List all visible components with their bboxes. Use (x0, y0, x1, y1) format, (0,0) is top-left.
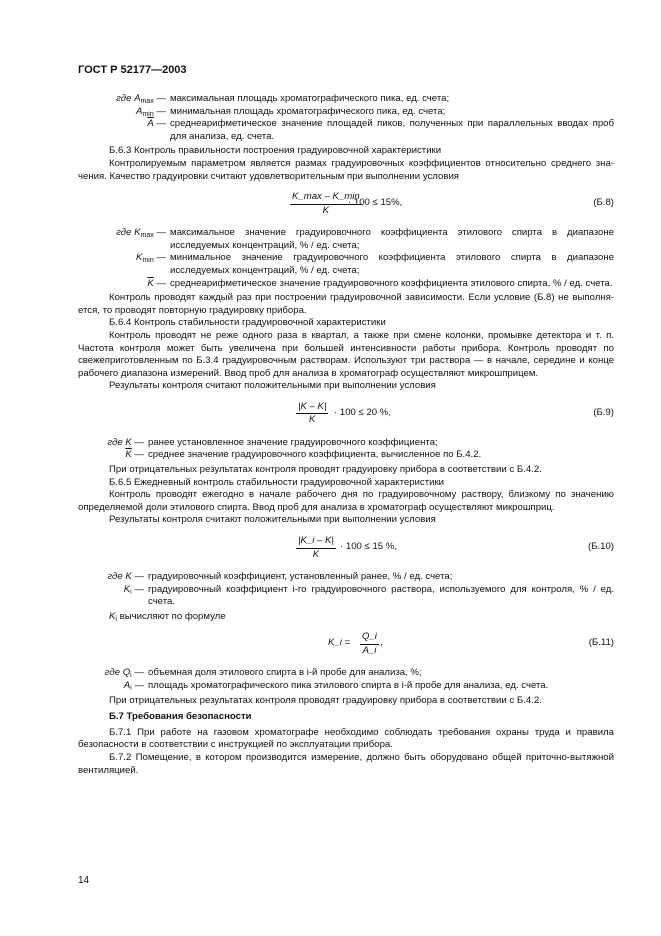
formula-denominator: K (312, 548, 320, 560)
formula-rest: · 100 ≤ 20 %, (334, 406, 391, 418)
formula-b11 (78, 627, 614, 663)
formula-b9 (78, 397, 614, 433)
definition-row: где K — градуировочный коэффициент, установленный ранее, % / ед. счета; (107, 571, 453, 583)
paragraph: Контроль проводят не реже одного раза в квартал, а также при смене колонки, промывке детектора и т. п. Частота контроля может быть увеличена при большей интенсивности работы прибора. Контроль проводят по свежеприготовленным по Б.3.4 градуировочным растворам. Используют три раствора — в начале, середине и конце рабочего диапазона измерений. Ввод проб для анализа в хроматограф осуществляют микрошприцем. (78, 329, 614, 379)
section-title-b65: Б.6.5 Ежедневный контроль стабильности градуировочной характеристики (109, 476, 445, 488)
formula-lhs: K_i = (328, 637, 351, 649)
paragraph: Б.7.1 При работе на газовом хроматографе необходимо соблюдать требования охраны труда и правила безопасности в соответствии с инструкцией по эксплуатации прибора. (78, 726, 614, 751)
paragraph: Результаты контроля считают положительными при выполнении условия (109, 380, 436, 392)
paragraph: Б.7.2 Помещение, в котором производится измерение, должно быть оборудовано общей приточно-вытяжной вентиляцией. (78, 751, 614, 776)
paragraph: Результаты контроля считают положительными при выполнении условия (109, 514, 436, 526)
definitions-11 (78, 667, 614, 692)
formula-b8 (78, 187, 614, 223)
formula-number: (Б.8) (593, 197, 614, 209)
formula-denominator: K (322, 204, 330, 216)
formula-b10 (78, 531, 614, 567)
formula-number: (Б.11) (588, 637, 614, 649)
formula-rest: · 100 ≤ 15 %, (340, 541, 397, 553)
paragraph: Контролируемым параметром является размах градуировочных коэффициентов относительно среднего зна-чения. Качество градуировки считают удовлетворительным при выполнении условия (78, 157, 614, 182)
formula-number: (Б.10) (587, 541, 614, 553)
paragraph: Контроль проводят ежегодно в начале рабочего дня по градуировочному раствору, близкому по значению определяемой доли этилового спирта. Ввод проб для анализа в хроматограф осуществляют микрошприц. (78, 489, 614, 513)
section-title-b7: Б.7 Требования безопасности (109, 711, 252, 723)
definition-row: $K_{min}$ — минимальное значение градуировочного коэффициента этилового спирта в диапазоне исследуемых концентраций, % / ед. счета; (136, 252, 614, 276)
page-number: 14 (78, 875, 90, 886)
definition-row: где $K_{max}$ — максимальное значение градуировочного коэффициента этилового спирта в диапазоне исследуемых концентраций, % / ед. счета; (116, 227, 614, 251)
definition-row: где $Q_i$ — объемная доля этилового спирта в i-й пробе для анализа, %; (104, 667, 422, 680)
formula-number: (Б.9) (593, 406, 614, 418)
definition-row: $K_i$ — градуировочный коэффициент i-го градуировочного раствора, используемого для контроля, % / ед. счета. (123, 583, 614, 608)
definitions-k (78, 227, 614, 290)
document-body (78, 93, 614, 777)
formula-numerator: |K_i – K| (298, 535, 334, 547)
paragraph: При отрицательных результатах контроля проводят градуировку прибора в соответствии с Б.4.2. (109, 694, 542, 706)
paragraph: $K_i$ вычисляют по формуле (109, 610, 226, 623)
formula-numerator: Q_i (362, 631, 377, 643)
definition-row: $\overline{K}$ — среднее значение градуировочного коэффициента, вычисленное по Б.4.2. (125, 449, 482, 461)
definition-row: где K — ранее установленное значение градуировочного коэффициента; (107, 436, 438, 448)
section-title-b63: Б.6.3 Контроль правильности построения градуировочной характеристики (109, 145, 442, 157)
formula-rest: · 100 ≤ 15%, (348, 197, 403, 209)
formula-denominator: A_i (362, 645, 377, 656)
definitions-9 (78, 437, 614, 462)
definitions-10 (78, 571, 614, 609)
definition-row: где $A_{max}$ — максимальная площадь хроматографического пика, ед. счета; (116, 93, 450, 105)
paragraph: Контроль проводят каждый раз при построении градуировочной зависимости. Если условие (Б.8) не выполня-ется, то проводят повторную градуировку прибора. (78, 292, 614, 316)
definitions-a (78, 93, 614, 143)
definition-row: $A_{min}$ — минимальная площадь хроматографического пика, ед. счета; (136, 105, 446, 118)
formula-rest: , (380, 637, 383, 649)
definition-row: $\overline{K}$ — среднеарифметическое значение градуировочного коэффициента этилового спирта, % / ед. счета. (147, 277, 613, 289)
formula-numerator: |K – K| (298, 400, 327, 412)
formula-numerator: K_max – K_min (292, 191, 360, 203)
document-header: ГОСТ Р 52177—2003 (78, 64, 187, 76)
paragraph: При отрицательных результатах контроля проводят градуировку прибора в соответствии с Б.4.2. (109, 464, 542, 476)
formula-denominator: K (309, 414, 316, 426)
section-title-b64: Б.6.4 Контроль стабильности градуировочной характеристики (109, 317, 386, 329)
definition-row: $A_i$ — площадь хроматографического пика этилового спирта в i-й пробе для анализа, ед. счета. (123, 680, 549, 692)
definition-row: $\overline{A}$ — среднеарифметическое значение площадей пиков, полученных при параллельных вводах проб для анализа, ед. счета. (147, 118, 614, 142)
